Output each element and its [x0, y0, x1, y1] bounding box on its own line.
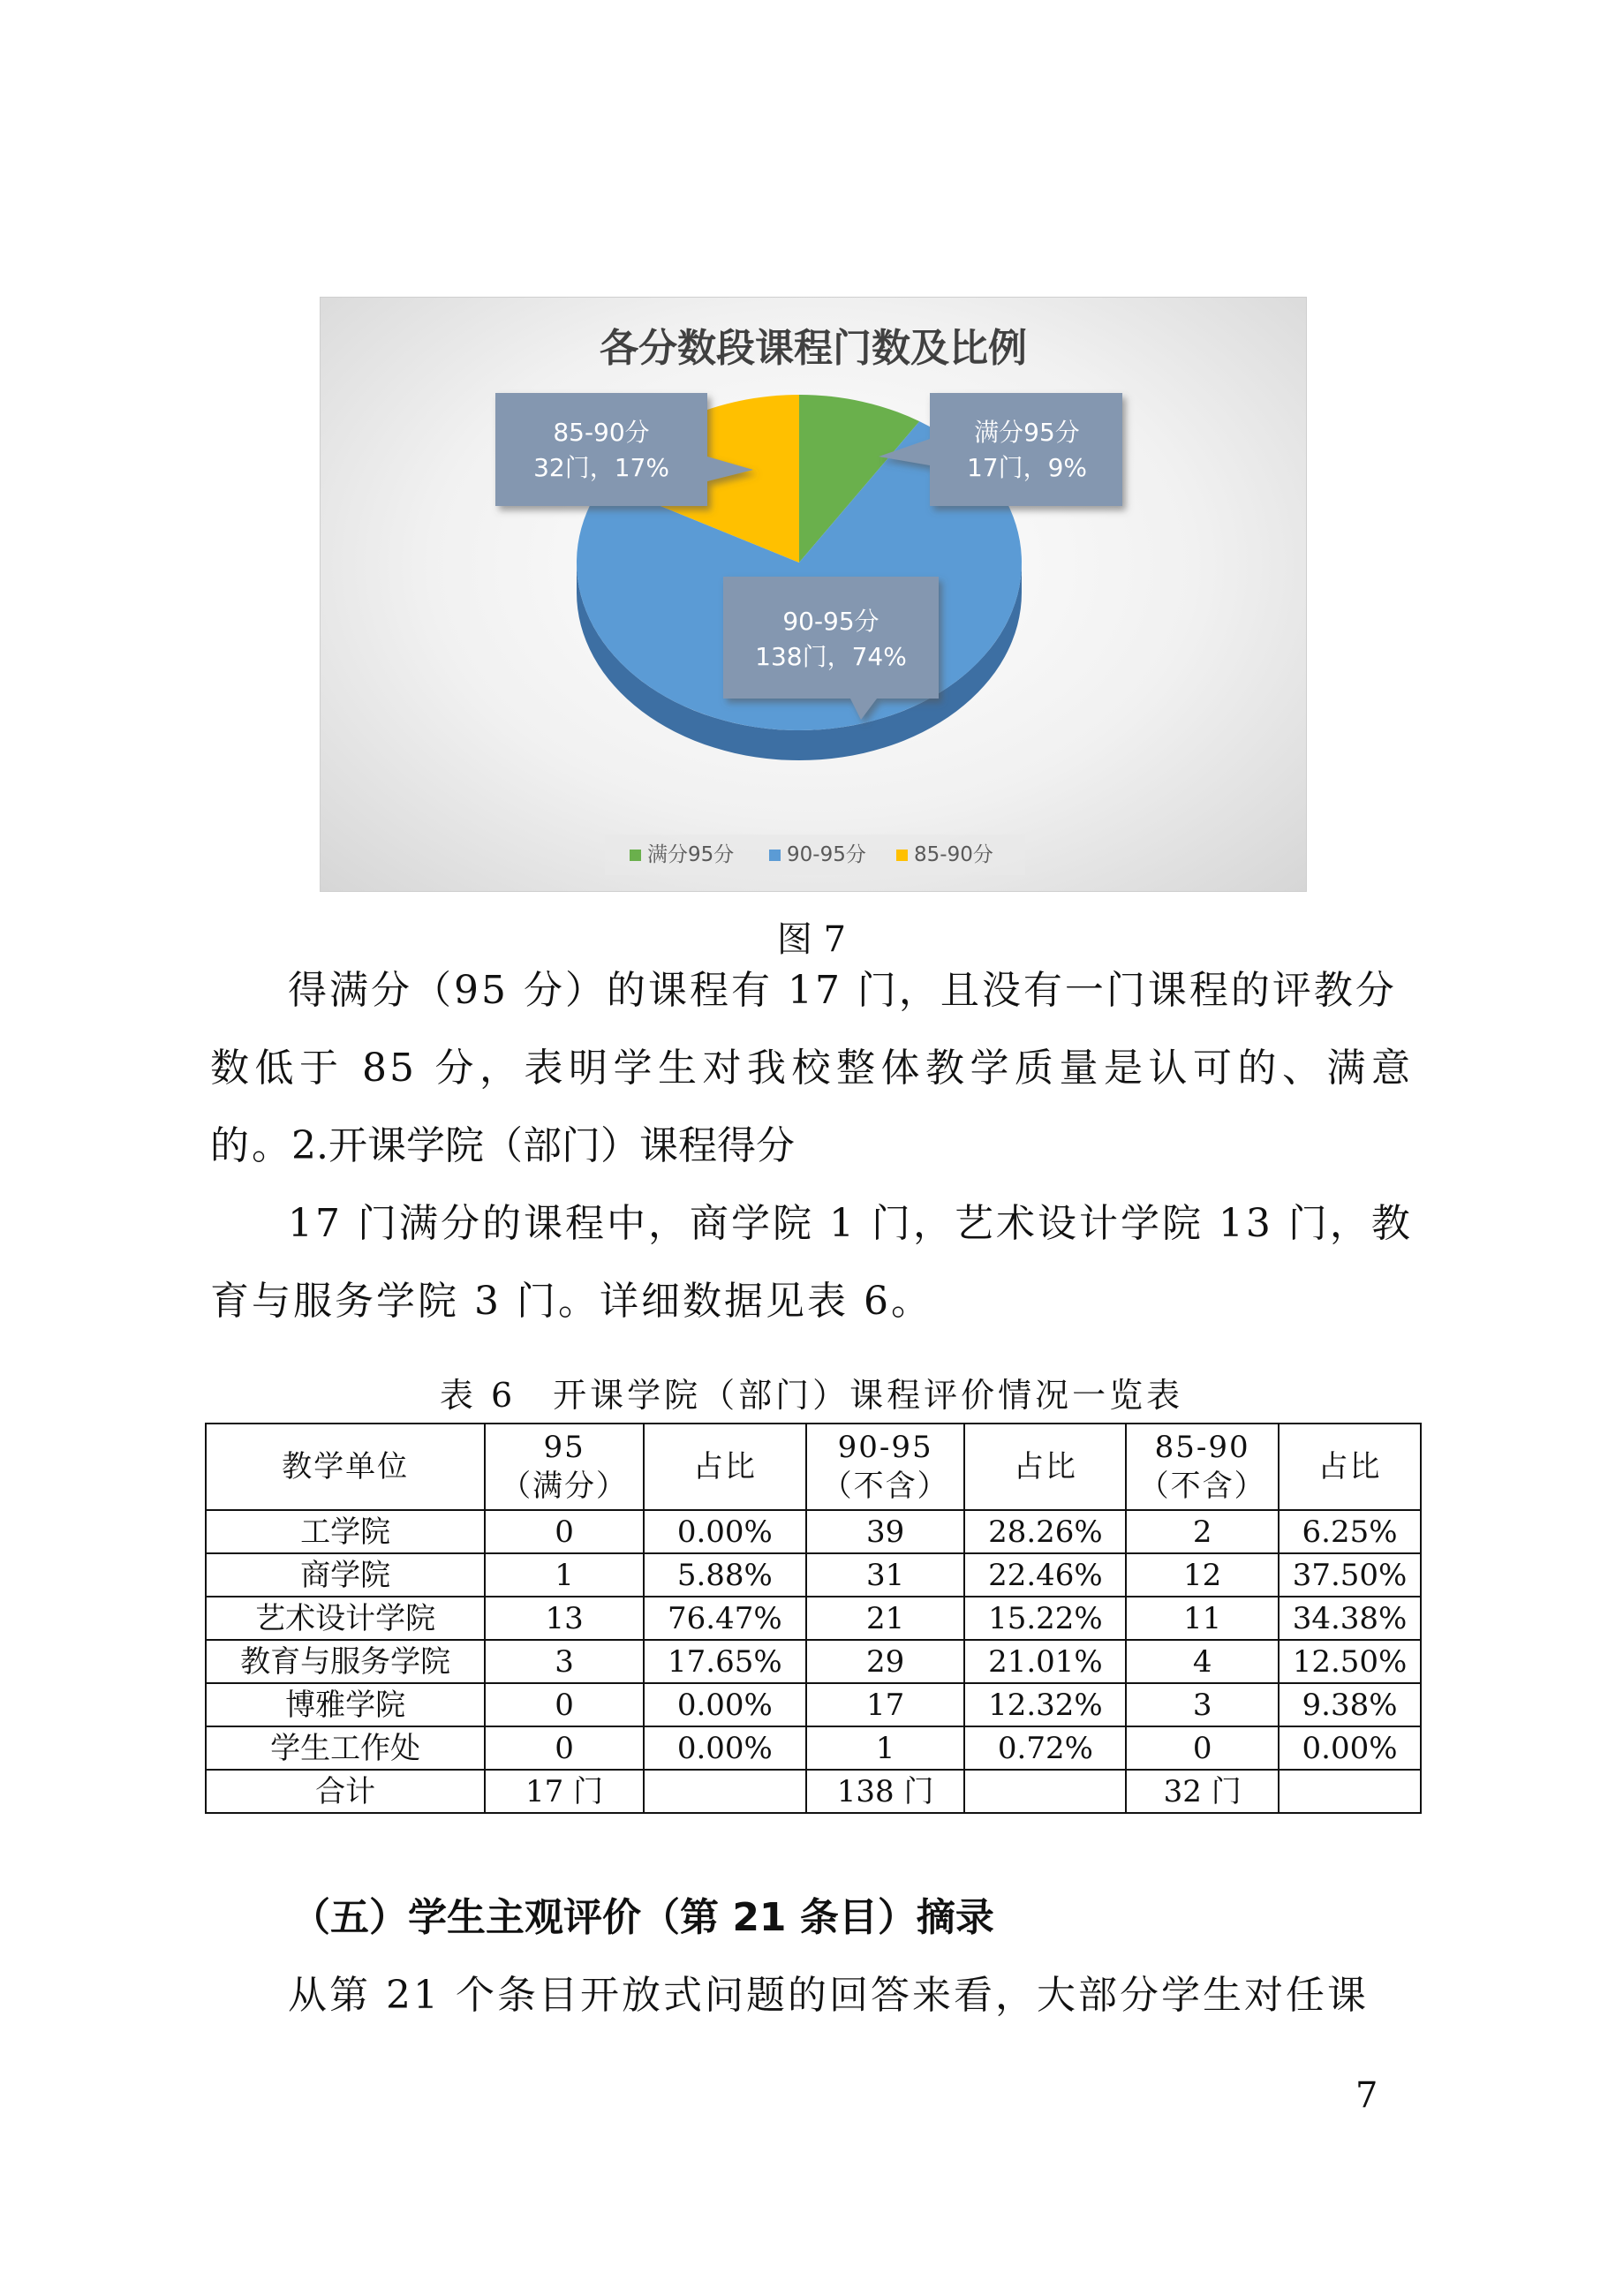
- pie-chart: [320, 297, 1307, 892]
- paragraph-1-line-1: 得满分（95 分）的课程有 17 门，且没有一门课程的评教分: [288, 968, 1397, 1013]
- table-cell: [644, 1770, 806, 1813]
- table-cell: 0.00%: [1279, 1726, 1421, 1770]
- table-cell: 1: [485, 1553, 644, 1597]
- data-label-90-95-line2: 138门，74%: [755, 642, 907, 671]
- table-header-text: 85-90: [1154, 1430, 1250, 1465]
- table-cell: 138 门: [806, 1770, 965, 1813]
- table-header-text: 教学单位: [282, 1449, 410, 1484]
- table-cell: 22.46%: [964, 1553, 1126, 1597]
- data-label-90-95-line1: 90-95分: [782, 607, 879, 636]
- table-cell: 17 门: [485, 1770, 644, 1813]
- chart-legend: [605, 835, 1025, 875]
- table-row: [206, 1770, 1421, 1813]
- table-header-cell: [206, 1424, 485, 1510]
- table-row: [206, 1597, 1421, 1640]
- paragraph-3-line-1: 从第 21 个条目开放式问题的回答来看，大部分学生对任课: [288, 1973, 1369, 2018]
- table-cell: 15.22%: [964, 1597, 1126, 1640]
- table-cell: 0: [485, 1683, 644, 1726]
- table-row: [206, 1726, 1421, 1770]
- table-cell: 3: [1126, 1683, 1279, 1726]
- table-header-text: 占比: [1317, 1449, 1382, 1484]
- table-cell: 37.50%: [1279, 1553, 1421, 1597]
- legend-swatch-90-95: [769, 850, 781, 861]
- table-cell: 0.00%: [644, 1726, 806, 1770]
- legend-label-85-90: 85-90分: [914, 843, 993, 866]
- paragraph-1-line-2: 数低于 85 分，表明学生对我校整体教学质量是认可的、满意的。: [210, 1046, 1413, 1168]
- table-header-cell: [806, 1424, 965, 1510]
- data-label-85-90-line1: 85-90分: [553, 418, 650, 447]
- table-title: 表 6 开课学院（部门）课程评价情况一览表: [439, 1376, 1184, 1415]
- table-cell: 5.88%: [644, 1553, 806, 1597]
- legend-swatch-full-score: [630, 850, 641, 861]
- table-row: [206, 1553, 1421, 1597]
- table-cell: 3: [485, 1640, 644, 1683]
- table-cell: 34.38%: [1279, 1597, 1421, 1640]
- table-row: [206, 1683, 1421, 1726]
- legend-swatch-85-90: [896, 850, 908, 861]
- page-number: 7: [1355, 2075, 1378, 2116]
- table-header-row: [206, 1424, 1421, 1510]
- paragraph-2-line-1: 17 门满分的课程中，商学院 1 门，艺术设计学院 13 门，教: [288, 1201, 1413, 1246]
- section-2-title: 2.开课学院（部门）课程得分: [291, 1123, 795, 1168]
- table-cell: 博雅学院: [206, 1683, 485, 1726]
- table-cell: 13: [485, 1597, 644, 1640]
- paragraph-3: [210, 1957, 1413, 2035]
- table-row: [206, 1510, 1421, 1553]
- table-cell: 39: [806, 1510, 965, 1553]
- table-cell: 28.26%: [964, 1510, 1126, 1553]
- course-evaluation-table: [205, 1423, 1422, 1814]
- table-header-cell: [485, 1424, 644, 1510]
- data-label-full-score-line1: 满分95分: [974, 418, 1080, 447]
- table-cell: 17: [806, 1683, 965, 1726]
- table-header-cell: [1126, 1424, 1279, 1510]
- table-cell: 21.01%: [964, 1640, 1126, 1683]
- table-row: [206, 1640, 1421, 1683]
- table-cell: 教育与服务学院: [206, 1640, 485, 1683]
- table-cell: 12: [1126, 1553, 1279, 1597]
- table-header-text: 95: [543, 1430, 585, 1465]
- table-cell: 12.32%: [964, 1683, 1126, 1726]
- table-cell: 2: [1126, 1510, 1279, 1553]
- table-header-text: 90-95: [837, 1430, 933, 1465]
- table-cell: 32 门: [1126, 1770, 1279, 1813]
- paragraph-2-line-2: 育与服务学院 3 门。详细数据见表 6。: [210, 1279, 932, 1324]
- table-header-text: 占比: [1013, 1449, 1077, 1484]
- table-cell: [964, 1770, 1126, 1813]
- table-cell: 0.00%: [644, 1510, 806, 1553]
- table-cell: 17.65%: [644, 1640, 806, 1683]
- table-cell: 9.38%: [1279, 1683, 1421, 1726]
- table-cell: 0.00%: [644, 1683, 806, 1726]
- figure-caption: 图 7: [776, 919, 847, 960]
- table-header-cell: [644, 1424, 806, 1510]
- section-5-title: （五）学生主观评价（第 21 条目）摘录: [291, 1895, 994, 1940]
- table-cell: 29: [806, 1640, 965, 1683]
- legend-label-90-95: 90-95分: [787, 843, 866, 866]
- chart-title: 各分数段课程门数及比例: [600, 326, 1027, 371]
- table-cell: 12.50%: [1279, 1640, 1421, 1683]
- table-cell: 合计: [206, 1770, 485, 1813]
- table-cell: 工学院: [206, 1510, 485, 1553]
- table-header-subtext: （不含）: [821, 1469, 949, 1504]
- legend-label-full-score: 满分95分: [647, 843, 735, 866]
- table-cell: [1279, 1770, 1421, 1813]
- table-header-text: 占比: [692, 1449, 757, 1484]
- table-cell: 31: [806, 1553, 965, 1597]
- table-cell: 0.72%: [964, 1726, 1126, 1770]
- data-label-full-score-line2: 17门，9%: [966, 453, 1088, 482]
- table-cell: 0: [1126, 1726, 1279, 1770]
- table-cell: 21: [806, 1597, 965, 1640]
- table-cell: 76.47%: [644, 1597, 806, 1640]
- table-cell: 艺术设计学院: [206, 1597, 485, 1640]
- table-header-subtext: （满分）: [501, 1469, 629, 1504]
- paragraph-2: [210, 1185, 1413, 1341]
- table-cell: 0: [485, 1510, 644, 1553]
- table-header-cell: [964, 1424, 1126, 1510]
- table-cell: 商学院: [206, 1553, 485, 1597]
- table-header-cell: [1279, 1424, 1421, 1510]
- table-cell: 6.25%: [1279, 1510, 1421, 1553]
- table-cell: 4: [1126, 1640, 1279, 1683]
- data-label-85-90-line2: 32门，17%: [533, 453, 669, 482]
- table-header-subtext: （不含）: [1138, 1469, 1266, 1504]
- table-cell: 学生工作处: [206, 1726, 485, 1770]
- table-cell: 11: [1126, 1597, 1279, 1640]
- table-cell: 0: [485, 1726, 644, 1770]
- table-cell: 1: [806, 1726, 965, 1770]
